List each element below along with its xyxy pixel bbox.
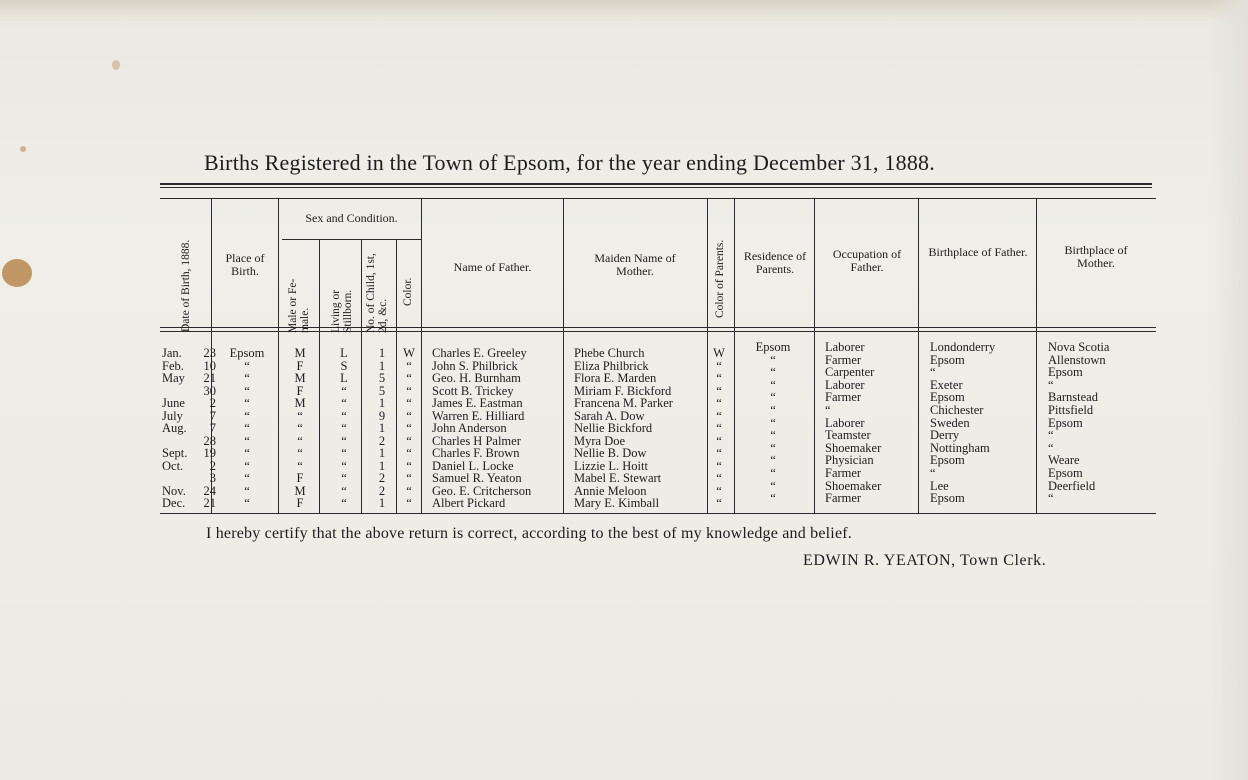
cell-place: “ (244, 408, 250, 423)
cell-fbp: Epsom (930, 352, 965, 367)
cell-place: “ (244, 371, 250, 385)
table-top-rule (160, 183, 1152, 185)
table-row (160, 379, 1160, 392)
cell-res: “ (770, 390, 776, 405)
cell-day: 21 (203, 371, 216, 385)
cell-pcolor: “ (716, 383, 722, 398)
cell-occ: Shoemaker (825, 478, 882, 493)
cell-no: 1 (378, 446, 386, 460)
cell-mbp: Epsom (1048, 415, 1083, 430)
cell-cond: “ (341, 496, 347, 510)
cell-cond: “ (341, 433, 347, 448)
cell-month: Dec. (162, 496, 186, 510)
cell-sex: “ (297, 433, 303, 448)
cell-place: “ (244, 458, 250, 473)
cell-father: Daniel L. Locke (432, 458, 514, 473)
cell-pcolor: “ (716, 458, 722, 473)
cell-month: Oct. (162, 458, 184, 473)
cell-occ: Farmer (825, 352, 862, 367)
cell-color: “ (406, 421, 412, 435)
cell-month: Aug. (162, 421, 187, 435)
cell-occ: Farmer (825, 491, 862, 506)
cell-mother: Eliza Philbrick (574, 358, 649, 373)
cell-sex: F (296, 383, 304, 398)
cell-sex: M (294, 346, 306, 360)
header-sex-condition: Sex and Condition. (305, 211, 398, 225)
town-clerk-signature: EDWIN R. YEATON, Town Clerk. (803, 552, 1047, 569)
cell-pcolor: “ (716, 446, 722, 460)
cell-sex: F (296, 471, 304, 485)
header-place: Place of Birth. (225, 251, 265, 278)
cell-day: 2 (209, 396, 216, 410)
cell-mother: Nellie Bickford (574, 421, 653, 435)
cell-color: “ (406, 371, 412, 385)
cell-occ: Laborer (825, 377, 865, 392)
cell-father: Charles E. Greeley (432, 346, 527, 360)
cell-sex: M (294, 371, 306, 385)
header-occupation: Occupation of Father. (832, 247, 902, 274)
cell-res: “ (770, 440, 776, 455)
cell-color: “ (406, 396, 412, 410)
cell-occ: Farmer (825, 466, 862, 480)
cell-father: Albert Pickard (432, 496, 506, 510)
cell-fbp: Nottingham (930, 440, 990, 455)
cell-no: 1 (378, 358, 386, 373)
table-row (160, 391, 1160, 404)
cell-sex: “ (297, 408, 303, 423)
cell-sex: F (296, 496, 304, 510)
cell-res: “ (770, 403, 776, 417)
cell-mother: Miriam F. Bickford (574, 383, 672, 398)
cell-occ: Laborer (825, 415, 865, 430)
cell-mother: Phebe Church (574, 346, 645, 360)
cell-cond: “ (341, 483, 347, 498)
cell-father: Charles H Palmer (432, 433, 521, 448)
cell-sex: “ (297, 421, 303, 435)
cell-fbp: Epsom (930, 390, 965, 405)
cell-mother: Lizzie L. Hoitt (574, 458, 648, 473)
cell-no: 1 (378, 496, 386, 510)
cell-place: “ (244, 421, 250, 435)
cell-mother: Annie Meloon (574, 483, 647, 498)
table-row (160, 467, 1160, 480)
page-right-edge (1208, 0, 1248, 780)
ink-speck (112, 60, 120, 70)
cell-cond: “ (341, 396, 347, 410)
certification-text: I hereby certify that the above return is correct, according to the best of my knowledge and belief. (206, 525, 852, 542)
cell-occ: Shoemaker (825, 440, 882, 455)
cell-res: “ (770, 453, 776, 468)
cell-color: “ (406, 408, 412, 423)
cell-place: “ (244, 471, 250, 485)
cell-color: “ (406, 471, 412, 485)
cell-color: W (403, 346, 415, 360)
cell-month: Nov. (162, 483, 186, 498)
table-row (160, 480, 1160, 493)
cell-no: 5 (378, 383, 386, 398)
cell-color: “ (406, 483, 412, 498)
cell-res: “ (770, 352, 776, 367)
cell-place: “ (244, 496, 250, 510)
cell-pcolor: W (713, 346, 725, 360)
cell-res: “ (770, 491, 776, 506)
cell-fbp: Lee (930, 478, 949, 493)
cell-month: Feb. (162, 358, 184, 373)
cell-father: John S. Philbrick (432, 358, 518, 373)
cell-place: “ (244, 383, 250, 398)
cell-month: Sept. (162, 446, 188, 460)
table-bottom-rule (160, 513, 1156, 514)
cell-father: Samuel R. Yeaton (432, 471, 522, 485)
cell-occ: Carpenter (825, 365, 875, 380)
cell-mother: Mary E. Kimball (574, 496, 660, 510)
header-mother: Maiden Name of Mother. (594, 251, 676, 278)
cell-sex: F (296, 358, 304, 373)
ink-stain (2, 259, 32, 287)
cell-fbp: Epsom (930, 491, 965, 506)
cell-no: 2 (378, 483, 386, 498)
table-row (160, 492, 1160, 505)
cell-cond: “ (341, 446, 347, 460)
cell-place: “ (244, 483, 250, 498)
header-living: Living or Stillborn. (330, 289, 354, 333)
page-title: Births Registered in the Town of Epsom, for the year ending December 31, 1888. (204, 150, 935, 175)
cell-place: “ (244, 396, 250, 410)
cell-no: 2 (378, 433, 386, 448)
header-mother-birthplace: Birthplace of Mother. (1064, 243, 1128, 270)
cell-pcolor: “ (716, 421, 722, 435)
cell-pcolor: “ (716, 396, 722, 410)
cell-day: 2 (209, 458, 216, 473)
cell-father: James E. Eastman (432, 396, 523, 410)
cell-father: Geo. E. Critcherson (432, 483, 532, 498)
cell-color: “ (406, 496, 412, 510)
cell-father: Warren E. Hilliard (432, 408, 525, 423)
cell-mother: Nellie B. Dow (574, 446, 647, 460)
cell-day: 19 (203, 446, 216, 460)
table-row (160, 454, 1160, 467)
cell-cond: “ (341, 471, 347, 485)
table-header-top-rule (160, 198, 1156, 199)
cell-res: “ (770, 478, 776, 493)
cell-fbp: “ (930, 365, 936, 380)
table-row (160, 429, 1160, 442)
cell-pcolor: “ (716, 483, 722, 498)
cell-cond: “ (341, 421, 347, 435)
header-father: Name of Father. (453, 260, 532, 274)
cell-no: 1 (378, 396, 386, 410)
cell-pcolor: “ (716, 371, 722, 385)
cell-mbp: “ (1048, 428, 1054, 443)
cell-sex: M (294, 483, 306, 498)
cell-fbp: Londonderry (930, 340, 996, 354)
header-date: Date of Birth, 1888. (180, 239, 192, 332)
ink-speck (20, 146, 26, 152)
table-row (160, 417, 1160, 430)
header-no-child: No. of Child, 1st, 2d, &c. (365, 253, 389, 333)
cell-sex: M (294, 396, 306, 410)
cell-fbp: Epsom (930, 453, 965, 468)
cell-month: July (162, 408, 183, 423)
cell-mbp: Barnstead (1048, 390, 1098, 405)
cell-fbp: Sweden (930, 415, 970, 430)
cell-color: “ (406, 446, 412, 460)
cell-cond: “ (341, 408, 347, 423)
table-row (160, 366, 1160, 379)
cell-cond: S (340, 358, 348, 373)
cell-res: “ (770, 365, 776, 380)
sex-condition-underline (282, 239, 421, 240)
cell-fbp: “ (930, 466, 936, 480)
cell-father: John Anderson (432, 421, 507, 435)
cell-cond: “ (341, 458, 347, 473)
cell-mother: Flora E. Marden (574, 371, 657, 385)
header-parents-color: Color of Parents. (714, 239, 726, 318)
cell-mbp: Pittsfield (1048, 403, 1094, 417)
cell-color: “ (406, 358, 412, 373)
cell-occ: Teamster (825, 428, 871, 443)
cell-color: “ (406, 458, 412, 473)
cell-occ: Physician (825, 453, 874, 468)
cell-res: “ (770, 415, 776, 430)
cell-mbp: “ (1048, 491, 1054, 506)
cell-place: “ (244, 433, 250, 448)
cell-day: 28 (203, 433, 216, 448)
cell-cond: “ (341, 383, 347, 398)
table-row (160, 404, 1160, 417)
cell-no: 5 (378, 371, 386, 385)
cell-mother: Myra Doe (574, 433, 626, 448)
header-color: Color. (402, 277, 414, 306)
cell-color: “ (406, 433, 412, 448)
cell-day: 30 (203, 383, 216, 398)
table-row (160, 354, 1160, 367)
cell-cond: L (340, 346, 348, 360)
cell-pcolor: “ (716, 496, 722, 510)
cell-sex: “ (297, 446, 303, 460)
cell-no: 1 (378, 346, 386, 360)
cell-pcolor: “ (716, 358, 722, 373)
page-top-edge (0, 0, 1248, 22)
cell-fbp: Derry (930, 428, 960, 443)
cell-mbp: Epsom (1048, 365, 1083, 380)
cell-day: 10 (203, 358, 216, 373)
header-sex: Male or Fe- male. (287, 278, 311, 333)
cell-cond: L (340, 371, 348, 385)
cell-place: “ (244, 358, 250, 373)
cell-mother: Mabel E. Stewart (574, 471, 662, 485)
cell-day: 7 (209, 408, 216, 423)
cell-father: Geo. H. Burnham (432, 371, 521, 385)
cell-mbp: “ (1048, 440, 1054, 455)
cell-place: Epsom (229, 346, 265, 360)
cell-mbp: Weare (1048, 453, 1080, 468)
cell-month: June (162, 396, 185, 410)
cell-day: 7 (209, 421, 216, 435)
table-row (160, 442, 1160, 455)
cell-res: “ (770, 377, 776, 392)
cell-color: “ (406, 383, 412, 398)
cell-mbp: Nova Scotia (1048, 340, 1110, 354)
cell-no: 9 (378, 408, 386, 423)
cell-no: 2 (378, 471, 386, 485)
cell-day: 21 (203, 496, 216, 510)
header-father-birthplace: Birthplace of Father. (928, 245, 1028, 259)
cell-occ: Farmer (825, 390, 862, 405)
cell-occ: Laborer (825, 340, 865, 354)
cell-pcolor: “ (716, 408, 722, 423)
cell-fbp: Chichester (930, 403, 984, 417)
cell-day: 3 (209, 471, 216, 485)
cell-place: “ (244, 446, 250, 460)
cell-res: “ (770, 466, 776, 480)
cell-day: 23 (203, 346, 216, 360)
cell-mbp: Allenstown (1048, 352, 1106, 367)
table-top-rule-2 (160, 187, 1152, 188)
cell-mbp: Epsom (1048, 466, 1083, 480)
table-row (160, 341, 1160, 354)
cell-pcolor: “ (716, 433, 722, 448)
cell-month: Jan. (162, 346, 182, 360)
cell-mother: Sarah A. Dow (574, 408, 645, 423)
cell-day: 24 (203, 483, 216, 498)
cell-month: May (162, 371, 185, 385)
cell-pcolor: “ (716, 471, 722, 485)
cell-res: Epsom (755, 340, 791, 354)
cell-mother: Francena M. Parker (574, 396, 673, 410)
cell-sex: “ (297, 458, 303, 473)
cell-mbp: “ (1048, 377, 1054, 392)
header-residence: Residence of Parents. (743, 249, 807, 276)
cell-father: Scott B. Trickey (432, 383, 514, 398)
cell-no: 1 (378, 421, 386, 435)
cell-res: “ (770, 428, 776, 443)
cell-no: 1 (378, 458, 386, 473)
cell-fbp: Exeter (930, 377, 963, 392)
cell-father: Charles F. Brown (432, 446, 520, 460)
cell-occ: “ (825, 403, 831, 417)
cell-mbp: Deerfield (1048, 478, 1096, 493)
